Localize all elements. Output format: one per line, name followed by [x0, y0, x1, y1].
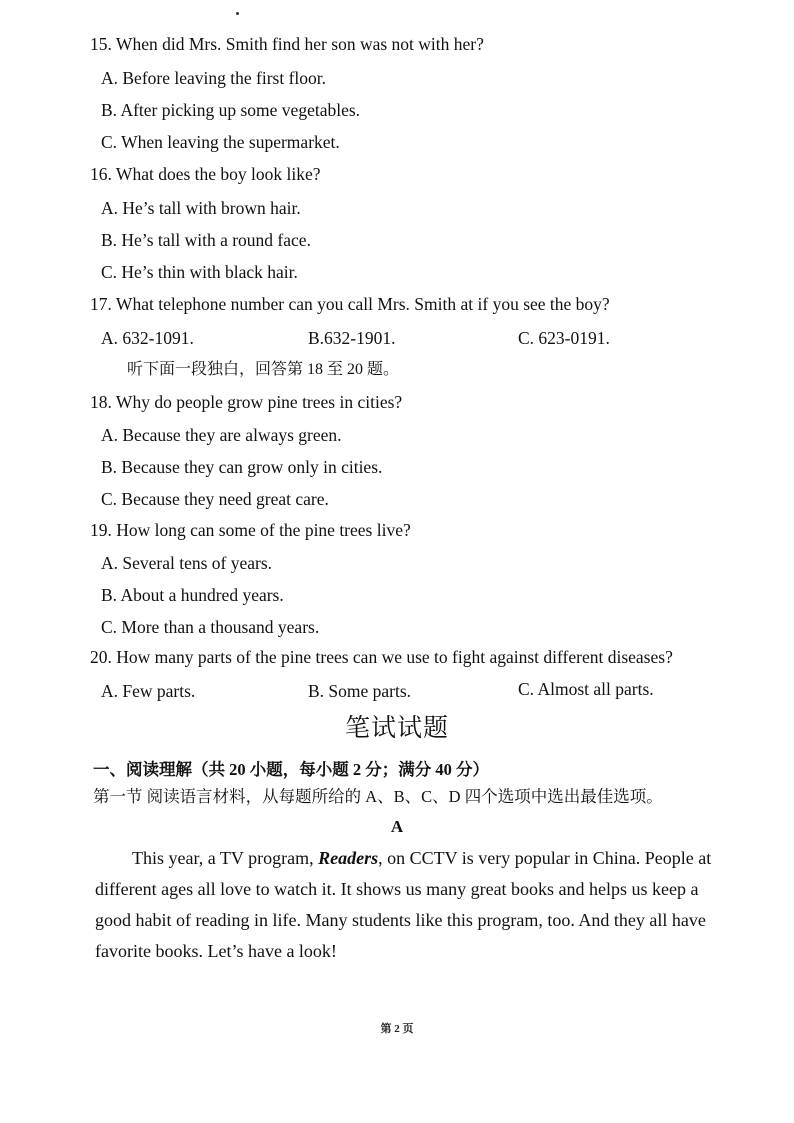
program-title: Readers [318, 848, 379, 868]
question-16: 16. What does the boy look like? [90, 164, 321, 184]
passage-line-3: good habit of reading in life. Many students like this program, too. And they all have [95, 910, 706, 930]
question-16-option-a: A. He’s tall with brown hair. [101, 198, 301, 218]
question-18: 18. Why do people grow pine trees in cities? [90, 392, 403, 412]
question-19-option-b: B. About a hundred years. [101, 585, 284, 605]
section-title: 笔试试题 [344, 715, 449, 742]
question-17-option-a: A. 632-1091. [101, 328, 194, 348]
question-17-option-b: B.632-1901. [308, 328, 396, 348]
scan-speck [236, 12, 239, 15]
question-17: 17. What telephone number can you call Mrs. Smith at if you see the boy? [90, 294, 610, 314]
question-15: 15. When did Mrs. Smith find her son was not with her? [90, 34, 484, 54]
question-18-option-a: A. Because they are always green. [101, 425, 342, 445]
question-15-option-b: B. After picking up some vegetables. [101, 100, 361, 120]
part-heading: 一、阅读理解（共 20 小题，每小题 2 分；满分 40 分） [93, 760, 489, 779]
passage-letter: A [390, 817, 404, 836]
sub-heading: 第一节 阅读语言材料，从每题所给的 A、B、C、D 四个选项中选出最佳选项。 [93, 787, 663, 806]
question-19-option-c: C. More than a thousand years. [101, 617, 320, 637]
page-number: 第 2 页 [380, 1023, 414, 1035]
question-18-option-c: C. Because they need great care. [101, 489, 329, 509]
question-19-option-a: A. Several tens of years. [101, 553, 273, 573]
question-20-option-c: C. Almost all parts. [518, 679, 654, 699]
question-20-option-b: B. Some parts. [308, 681, 412, 701]
question-18-option-b: B. Because they can grow only in cities. [101, 457, 383, 477]
passage-line-1 [132, 843, 711, 874]
question-16-option-b: B. He’s tall with a round face. [101, 230, 311, 250]
passage-line-2: different ages all love to watch it. It shows us many great books and helps us keep a [95, 879, 699, 899]
listening-instruction: 听下面一段独白，回答第 18 至 20 题。 [127, 361, 400, 378]
question-15-option-c: C. When leaving the supermarket. [101, 132, 340, 152]
question-17-option-c: C. 623-0191. [518, 328, 610, 348]
passage-line-1-start: This year, a TV program, [132, 848, 319, 868]
question-20: 20. How many parts of the pine trees can we use to fight against different diseases? [90, 647, 673, 667]
question-15-option-a: A. Before leaving the first floor. [101, 68, 327, 88]
question-19: 19. How long can some of the pine trees live? [90, 520, 411, 540]
passage-line-4: favorite books. Let’s have a look! [95, 941, 337, 961]
question-16-option-c: C. He’s thin with black hair. [101, 262, 298, 282]
passage-line-1-end: , on CCTV is very popular in China. People at [378, 848, 712, 868]
question-20-option-a: A. Few parts. [101, 681, 196, 701]
